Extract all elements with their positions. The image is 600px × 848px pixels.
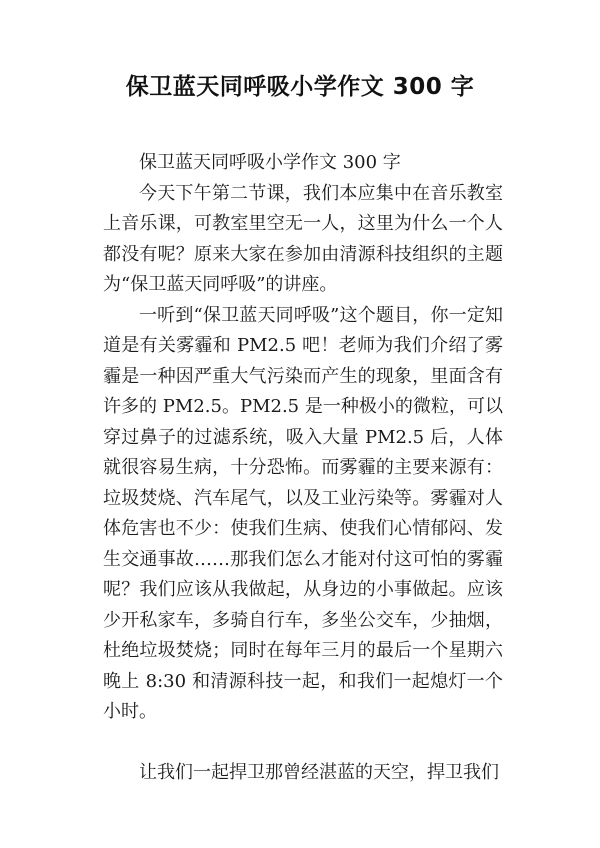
document-title: 保卫蓝天同呼吸小学作文 300 字 bbox=[125, 74, 475, 100]
paragraph-subtitle: 保卫蓝天同呼吸小学作文 300 字 bbox=[139, 152, 401, 173]
paragraph: 今天下午第二节课，我们本应集中在音乐教室上音乐课，可教室里空无一人，这里为什么一个人都没有呢？原来大家在参加由清源科技组织的主题为“保卫蓝天同呼吸”的讲座。 bbox=[103, 182, 503, 295]
paragraph: 让我们一起捍卫那曾经湛蓝的天空，捍卫我们 bbox=[139, 761, 499, 783]
document-body bbox=[103, 148, 503, 788]
paragraph: 一听到“保卫蓝天同呼吸”这个题目，你一定知道是有关雾霾和 PM2.5 吧！老师为我们介绍了雾霾是一种因严重大气污染而产生的现象，里面含有许多的 PM2.5。PM2.5 是一种极小的微粒，可以穿过鼻子的过滤系统，吸入大量 PM2.5 后，人体就很容易生病，十分恐怖。而雾霾的主要来源有：垃圾焚烧、汽车尾气，以及工业污染等。雾霾对人体危害也不少：使我们生病、使我们心情郁闷、发生交通事故……那我们怎么才能对付这可怕的雾霾呢？我们应该从我做起，从身边的小事做起。应该少开私家车，多骑自行车，多坐公交车，少抽烟，杜绝垃圾焚烧；同时在每年三月的最后一个星期六晚上 8:30 和清源科技一起，和我们一起熄灯一个小时。 bbox=[103, 304, 503, 722]
